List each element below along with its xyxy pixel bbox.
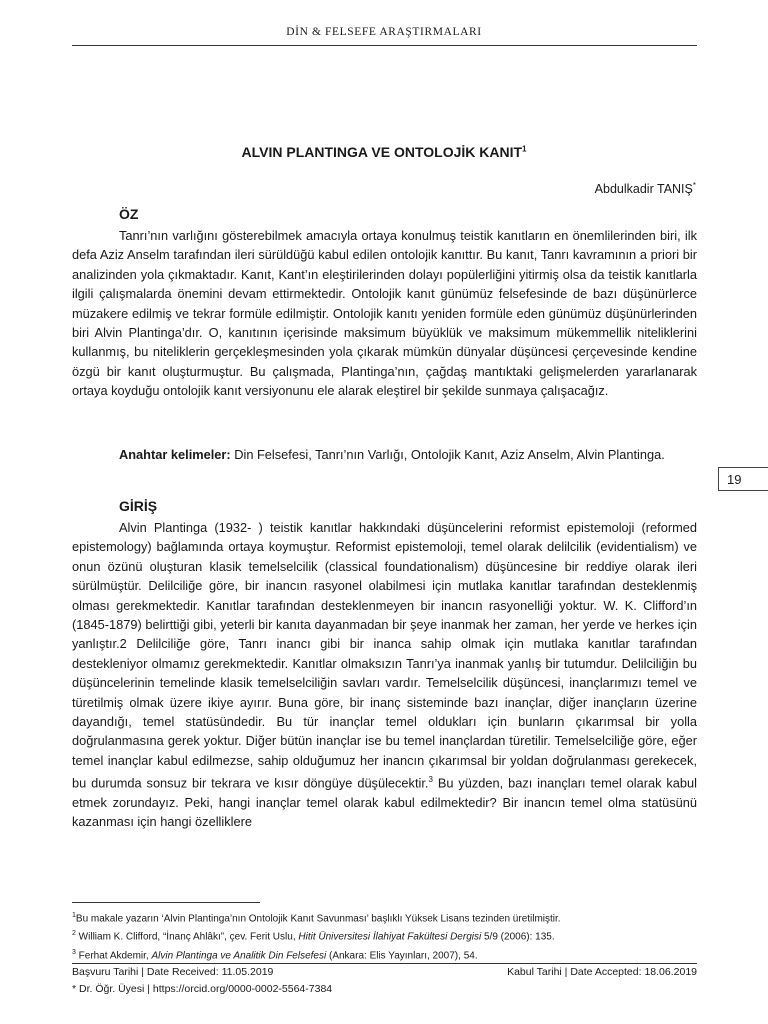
author-note-marker[interactable]: * [692,181,696,190]
author-line [595,181,696,196]
date-received: Başvuru Tarihi | Date Received: 11.05.2019 [72,966,274,978]
author-info [72,983,332,995]
footer-rule [72,963,697,964]
footnote-3-pre: Ferhat Akdemir, [75,949,152,961]
abstract-paragraph: Tanrı’nın varlığını gösterebilmek amacıyla ortaya konulmuş teistik kanıtların en önemlilerinden biri, ilk defa Aziz Anselm tarafından ileri sürüldüğü kabul edilen ontolojik kanıttır. Bu kanıt, Tanrı kavramının a priori bir analizinden yola çıkmaktadır. Kanıt, Kant’ın eleştirilerinden dolayı popülerliğini yitirmiş olsa da teistik kanıtlarla ilgili çalışmalarda önemini devam ettirmektedir. Ontolojik kanıt günümüz felsefesinde de bazı düşünürlerce müzakere edilmiş ve tekrar formüle edilmiştir. Ontolojik kanıtı yeniden formüle eden günümüz düşünürlerinden biri Alvin Plantinga’dır. O, kanıtının içerisinde maksimum büyüklük ve maksimum mükemmellik niteliklerini kullanmış, bu niteliklerin gerçekleşmesinden yola çıkarak mümkün dünyalar düşüncesi çerçevesinde kendine özgü bir kanıt oluşturmuştur. Bu çalışmada, Plantinga’nın, çağdaş mantıktaki gelişmelerden yararlanarak ortaya koyduğu ontolojik kanıt versiyonunu ele alarak eleştirel bir şekilde sunmaya çalışacağız. [72,228,697,399]
footnote-2 [72,926,697,944]
footnote-2-pre: William K. Clifford, “İnanç Ahlâkı”, çev. Ferit Uslu, [75,931,299,943]
footnote-1-text: Bu makale yazarın ‘Alvin Plantinga’nın Ontolojik Kanıt Savunması’ başlıklı Yüksek Lisans tezinden üretilmiştir. [75,913,561,925]
author-orcid[interactable]: Dr. Öğr. Üyesi | https://orcid.org/0000-0002-5564-7384 [76,983,333,995]
author-info-mark: * [72,983,77,995]
intro-text-part-1: Alvin Plantinga (1932- ) teistik kanıtlar hakkındaki düşüncelerini reformist epistemoloji (reformed epistemology) bağlamında ortaya koymuştur. Reformist epistemoloji, temel olarak delilcilik (evidentialism) ve onun özünü oluşturan klasik temelselcilik (classical foundationalism) düşüncesine bir reddiye olarak ileri sürülmüştür. Delilciliğe göre, bir inancın rasyonel olabilmesi için mutlaka kanıtlar tarafından desteklenmiş olması gerekmektedir. Kanıtlar tarafından desteklenmeyen bir inancın rasyonelliği yoktur. W. K. Clifford’ın (1845-1879) belirttiği gibi, yeterli bir kanıta dayanmadan bir şeye inanmak her zaman, her yerde ve herkes için yanlıştır.2 Delilciliğe göre, Tanrı inancı gibi bir inanca sahip olmak için mutlaka kanıtlar tarafından destekleniyor olmamız gerekmektedir. Kanıtlar olmaksızın Tanrı’ya inanmak yanlış bir tutumdur. Delilciliğin bu düşüncelerinin temelinde klasik temelselciliğin savları vardır. Temelselcilik düşüncesi, inançlarımızı temel ve türetilmiş olmak üzere ikiye ayırır. Buna göre, bir inanç sisteminde bazı inançlar, diğer inançların üzerine dayandığı, temel statüsündedir. Bu tür inançlar temel oldukları için bunların çıkarımsal bir yolla doğrulanmasına gerek yoktur. Diğer bütün inançlar ise bu temel inançlardan türetilir. Temelselciliğe göre, eğer temel inançlar kabul edilmezse, sahip olduğumuz her inancın çıkarımsal bir yoldan doğrulanması gerekecek, bu durumda sonsuz bir tekrara ve kısır döngüye düşülecektir. [72,520,697,791]
header-rule [72,45,697,46]
footnote-3-number: 3 [72,948,76,956]
intro-heading: GİRİŞ [119,498,158,514]
article-title-text: ALVIN PLANTINGA VE ONTOLOJİK KANIT [241,144,523,160]
keywords-paragraph [72,445,697,464]
page-number: 19 [718,467,768,491]
keywords-text: Din Felsefesi, Tanrı’nın Varlığı, Ontolojik Kanıt, Aziz Anselm, Alvin Plantinga. [234,447,665,462]
abstract-heading: ÖZ [119,206,139,222]
title-footnote-marker[interactable]: 1 [522,144,527,154]
keywords-label: Anahtar kelimeler: [119,447,231,462]
footnote-separator [72,902,260,903]
footnote-1 [72,908,697,926]
intro-text-part-2: Bu yüzden, bazı inançları temel olarak kabul etmek zorundayız. Peki, hangi inançlar temel olarak kabul edilmektedir? Bir inancın temel olma statüsünü kazanması için hangi özelliklere [72,775,697,830]
footnote-2-journal: Hitit Üniversitesi İlahiyat Fakültesi Dergisi [298,931,482,943]
author-name: Abdulkadir TANIŞ [594,182,693,197]
date-accepted: Kabul Tarihi | Date Accepted: 18.06.2019 [507,966,697,978]
footnotes [72,908,697,963]
intro-paragraph [72,518,697,832]
footnote-2-number: 2 [72,930,76,938]
article-title [0,144,768,160]
footnote-3 [72,945,697,963]
footnote-marker-3[interactable]: 3 [428,775,433,785]
footnote-3-post: (Ankara: Elis Yayınları, 2007), 54. [326,949,478,961]
footnote-2-post: 5/9 (2006): 135. [481,931,555,943]
footnote-1-number: 1 [72,912,76,919]
running-head: DİN & FELSEFE ARAŞTIRMALARI [286,26,482,38]
footnote-3-book: Alvin Plantinga ve Analitik Din Felsefesi [151,949,327,961]
submission-dates [72,966,697,978]
